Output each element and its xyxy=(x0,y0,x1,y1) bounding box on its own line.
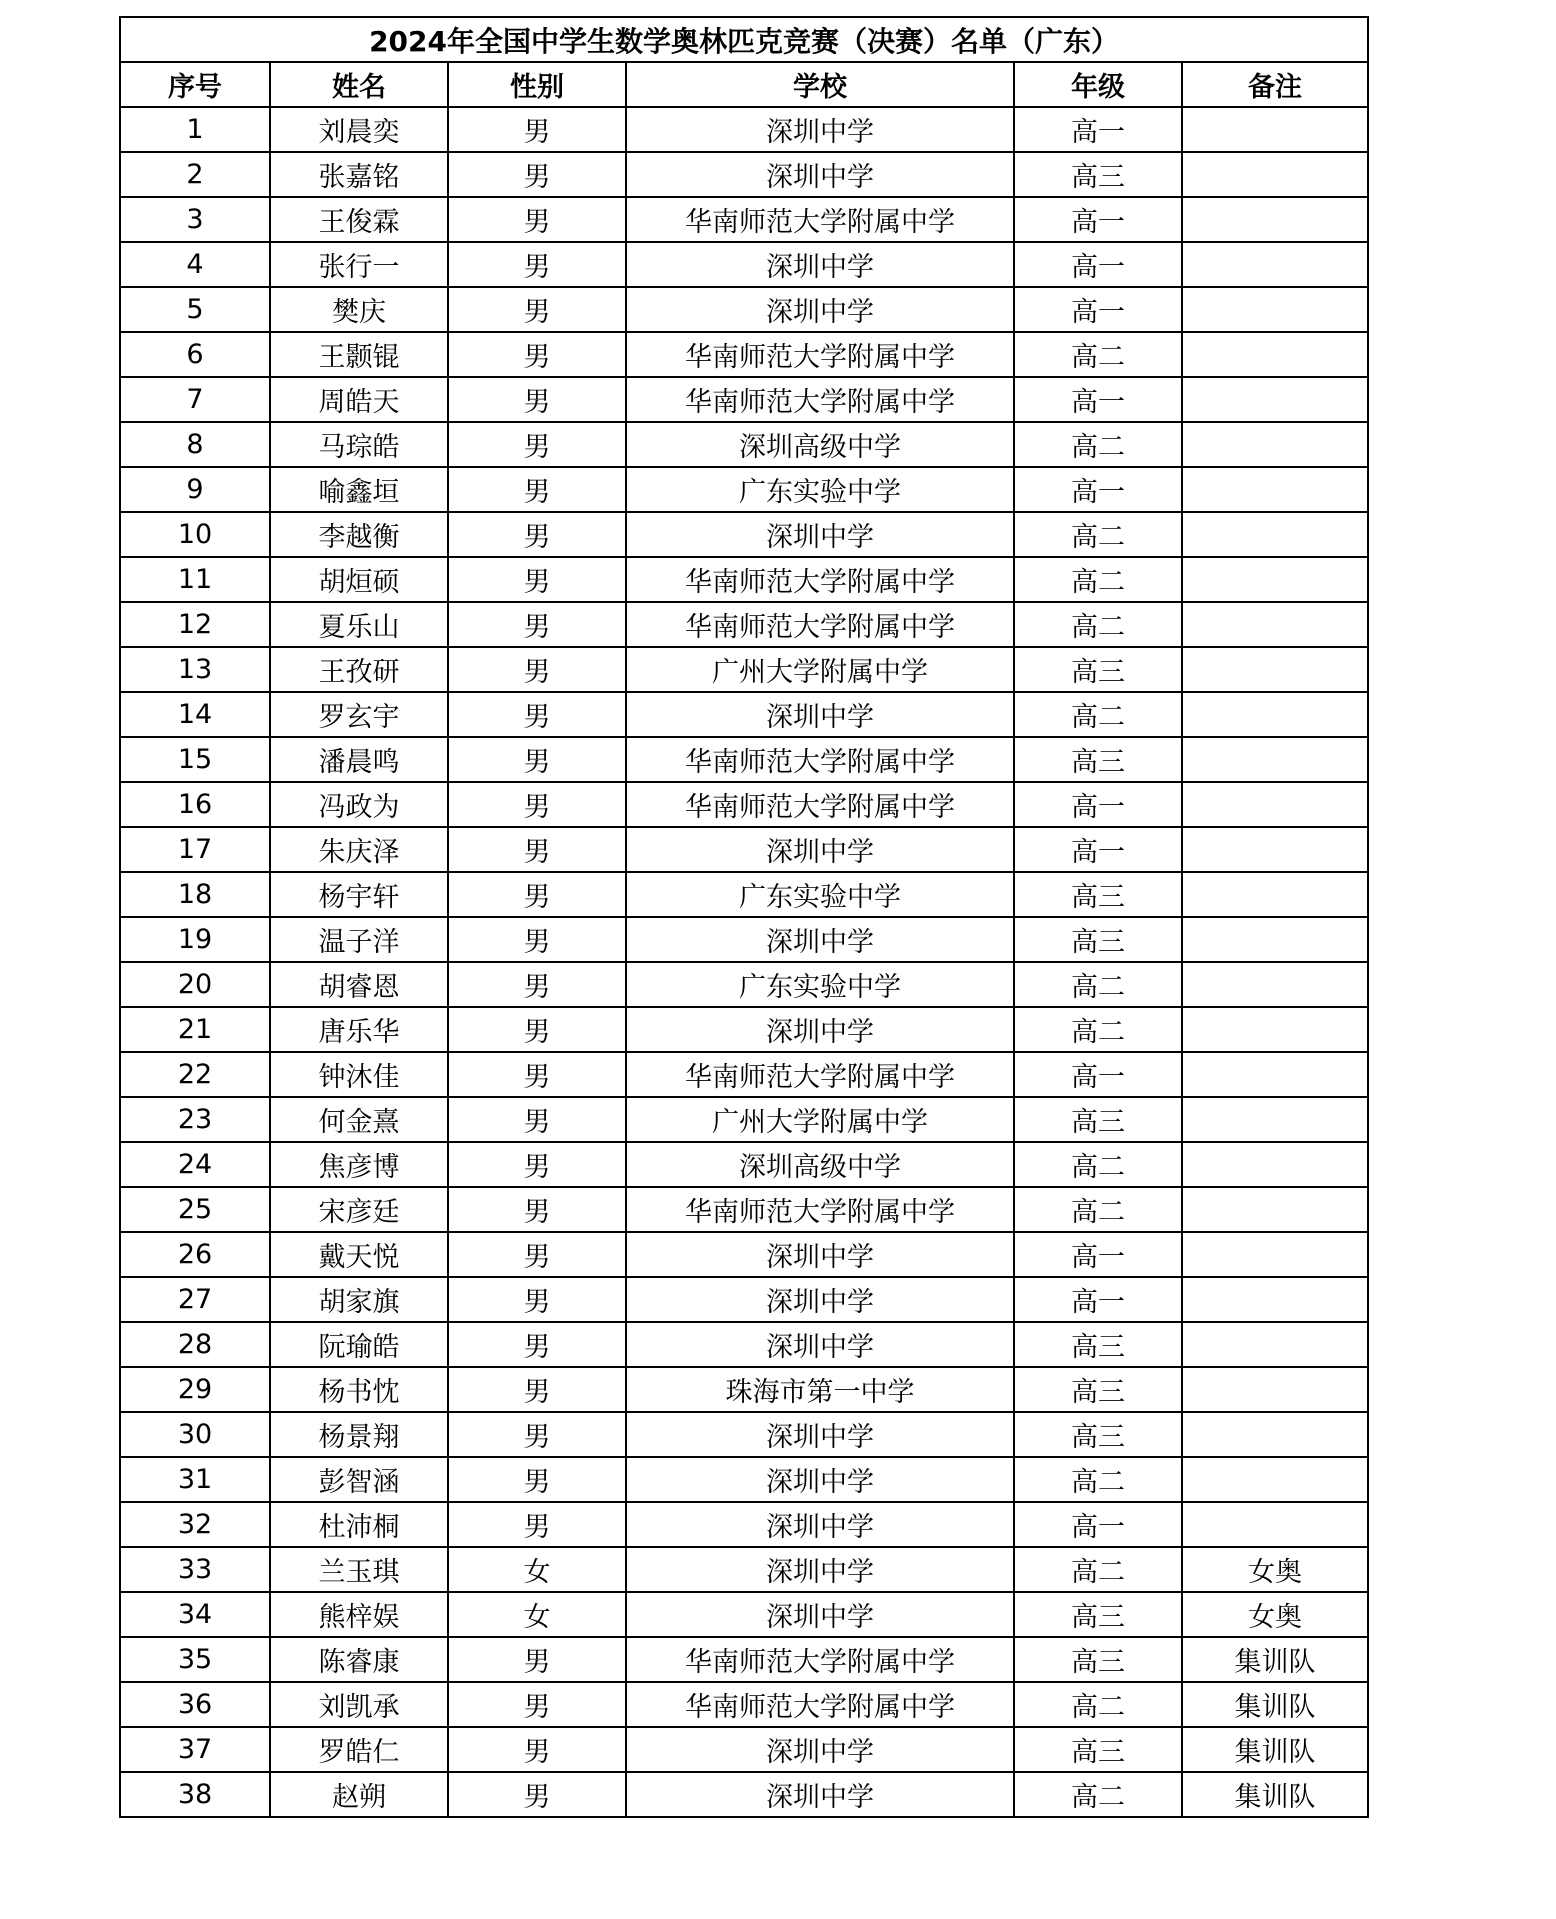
cell-grade: 高三 xyxy=(1014,1322,1182,1367)
cell-school: 华南师范大学附属中学 xyxy=(626,557,1014,602)
cell-gender: 男 xyxy=(448,332,626,377)
cell-name: 胡烜硕 xyxy=(270,557,448,602)
cell-name: 陈睿康 xyxy=(270,1637,448,1682)
cell-remarks xyxy=(1182,782,1368,827)
cell-gender: 男 xyxy=(448,1142,626,1187)
cell-grade: 高一 xyxy=(1014,1052,1182,1097)
table-row xyxy=(120,1547,1368,1592)
table-row xyxy=(120,1637,1368,1682)
cell-name: 杨景翔 xyxy=(270,1412,448,1457)
cell-school: 珠海市第一中学 xyxy=(626,1367,1014,1412)
cell-school: 深圳中学 xyxy=(626,827,1014,872)
cell-grade: 高二 xyxy=(1014,1007,1182,1052)
cell-number: 32 xyxy=(120,1502,270,1547)
cell-gender: 男 xyxy=(448,557,626,602)
cell-number: 15 xyxy=(120,737,270,782)
cell-grade: 高一 xyxy=(1014,827,1182,872)
cell-remarks xyxy=(1182,737,1368,782)
cell-school: 深圳中学 xyxy=(626,1457,1014,1502)
table-row xyxy=(120,962,1368,1007)
cell-name: 冯政为 xyxy=(270,782,448,827)
cell-name: 张行一 xyxy=(270,242,448,287)
cell-gender: 男 xyxy=(448,1097,626,1142)
table-body xyxy=(120,107,1368,1817)
cell-name: 潘晨鸣 xyxy=(270,737,448,782)
cell-name: 何金熹 xyxy=(270,1097,448,1142)
cell-grade: 高二 xyxy=(1014,602,1182,647)
cell-remarks: 女奥 xyxy=(1182,1547,1368,1592)
cell-number: 35 xyxy=(120,1637,270,1682)
cell-number: 17 xyxy=(120,827,270,872)
cell-name: 王颢锟 xyxy=(270,332,448,377)
cell-school: 广东实验中学 xyxy=(626,962,1014,1007)
cell-grade: 高三 xyxy=(1014,152,1182,197)
cell-number: 21 xyxy=(120,1007,270,1052)
cell-grade: 高三 xyxy=(1014,872,1182,917)
cell-name: 喻鑫垣 xyxy=(270,467,448,512)
cell-gender: 男 xyxy=(448,1187,626,1232)
cell-school: 深圳中学 xyxy=(626,1727,1014,1772)
cell-remarks xyxy=(1182,152,1368,197)
table-row xyxy=(120,557,1368,602)
cell-number: 4 xyxy=(120,242,270,287)
table-row xyxy=(120,1322,1368,1367)
cell-school: 华南师范大学附属中学 xyxy=(626,1637,1014,1682)
cell-gender: 男 xyxy=(448,1682,626,1727)
cell-remarks xyxy=(1182,872,1368,917)
cell-name: 夏乐山 xyxy=(270,602,448,647)
cell-grade: 高一 xyxy=(1014,1502,1182,1547)
cell-grade: 高二 xyxy=(1014,512,1182,557)
cell-remarks xyxy=(1182,647,1368,692)
cell-remarks xyxy=(1182,962,1368,1007)
table-row xyxy=(120,647,1368,692)
cell-remarks xyxy=(1182,1097,1368,1142)
cell-remarks xyxy=(1182,827,1368,872)
cell-school: 深圳中学 xyxy=(626,1412,1014,1457)
cell-number: 24 xyxy=(120,1142,270,1187)
cell-number: 36 xyxy=(120,1682,270,1727)
table-row xyxy=(120,1232,1368,1277)
cell-number: 6 xyxy=(120,332,270,377)
cell-gender: 男 xyxy=(448,467,626,512)
cell-number: 16 xyxy=(120,782,270,827)
cell-name: 樊庆 xyxy=(270,287,448,332)
table-row xyxy=(120,602,1368,647)
cell-number: 37 xyxy=(120,1727,270,1772)
table-row xyxy=(120,287,1368,332)
cell-remarks xyxy=(1182,1322,1368,1367)
cell-school: 广东实验中学 xyxy=(626,872,1014,917)
table-row xyxy=(120,197,1368,242)
cell-name: 熊梓娱 xyxy=(270,1592,448,1637)
cell-gender: 男 xyxy=(448,962,626,1007)
cell-school: 深圳中学 xyxy=(626,242,1014,287)
title-row xyxy=(120,17,1368,62)
cell-gender: 男 xyxy=(448,647,626,692)
cell-grade: 高二 xyxy=(1014,557,1182,602)
cell-grade: 高一 xyxy=(1014,197,1182,242)
cell-name: 兰玉琪 xyxy=(270,1547,448,1592)
cell-number: 2 xyxy=(120,152,270,197)
cell-number: 23 xyxy=(120,1097,270,1142)
cell-remarks xyxy=(1182,1232,1368,1277)
cell-gender: 男 xyxy=(448,1277,626,1322)
cell-name: 马琮皓 xyxy=(270,422,448,467)
cell-remarks xyxy=(1182,1412,1368,1457)
cell-grade: 高二 xyxy=(1014,962,1182,1007)
cell-gender: 男 xyxy=(448,197,626,242)
cell-school: 深圳中学 xyxy=(626,917,1014,962)
cell-gender: 男 xyxy=(448,1412,626,1457)
table-row xyxy=(120,1412,1368,1457)
cell-gender: 男 xyxy=(448,152,626,197)
cell-number: 8 xyxy=(120,422,270,467)
table-title: 2024年全国中学生数学奥林匹克竞赛（决赛）名单（广东） xyxy=(120,17,1368,62)
cell-remarks xyxy=(1182,107,1368,152)
cell-school: 广州大学附属中学 xyxy=(626,1097,1014,1142)
cell-remarks xyxy=(1182,467,1368,512)
cell-grade: 高二 xyxy=(1014,1187,1182,1232)
cell-grade: 高三 xyxy=(1014,1637,1182,1682)
table-row xyxy=(120,917,1368,962)
cell-number: 31 xyxy=(120,1457,270,1502)
cell-name: 杨宇轩 xyxy=(270,872,448,917)
cell-remarks xyxy=(1182,1277,1368,1322)
table-row xyxy=(120,422,1368,467)
cell-name: 刘晨奕 xyxy=(270,107,448,152)
cell-remarks: 集训队 xyxy=(1182,1637,1368,1682)
cell-grade: 高三 xyxy=(1014,1727,1182,1772)
cell-school: 广东实验中学 xyxy=(626,467,1014,512)
cell-number: 25 xyxy=(120,1187,270,1232)
table-row xyxy=(120,1367,1368,1412)
cell-remarks: 集训队 xyxy=(1182,1682,1368,1727)
column-header-grade: 年级 xyxy=(1014,62,1182,107)
cell-number: 38 xyxy=(120,1772,270,1817)
table-row xyxy=(120,827,1368,872)
cell-grade: 高一 xyxy=(1014,782,1182,827)
cell-number: 12 xyxy=(120,602,270,647)
cell-name: 戴天悦 xyxy=(270,1232,448,1277)
cell-number: 28 xyxy=(120,1322,270,1367)
cell-grade: 高三 xyxy=(1014,1367,1182,1412)
cell-gender: 男 xyxy=(448,602,626,647)
cell-school: 深圳中学 xyxy=(626,1277,1014,1322)
cell-remarks xyxy=(1182,1052,1368,1097)
cell-school: 华南师范大学附属中学 xyxy=(626,602,1014,647)
cell-number: 19 xyxy=(120,917,270,962)
cell-gender: 男 xyxy=(448,1052,626,1097)
cell-grade: 高一 xyxy=(1014,1232,1182,1277)
cell-school: 华南师范大学附属中学 xyxy=(626,1052,1014,1097)
cell-grade: 高一 xyxy=(1014,287,1182,332)
cell-school: 深圳中学 xyxy=(626,1592,1014,1637)
cell-remarks xyxy=(1182,602,1368,647)
column-header-school: 学校 xyxy=(626,62,1014,107)
cell-name: 刘凯承 xyxy=(270,1682,448,1727)
cell-remarks xyxy=(1182,917,1368,962)
cell-remarks xyxy=(1182,692,1368,737)
cell-remarks xyxy=(1182,332,1368,377)
cell-gender: 男 xyxy=(448,1727,626,1772)
cell-name: 李越衡 xyxy=(270,512,448,557)
cell-grade: 高二 xyxy=(1014,1142,1182,1187)
table-row xyxy=(120,692,1368,737)
cell-school: 深圳高级中学 xyxy=(626,1142,1014,1187)
cell-number: 26 xyxy=(120,1232,270,1277)
cell-school: 华南师范大学附属中学 xyxy=(626,1682,1014,1727)
cell-number: 29 xyxy=(120,1367,270,1412)
cell-grade: 高三 xyxy=(1014,917,1182,962)
cell-name: 罗玄宇 xyxy=(270,692,448,737)
cell-school: 华南师范大学附属中学 xyxy=(626,737,1014,782)
column-header-remarks: 备注 xyxy=(1182,62,1368,107)
cell-gender: 男 xyxy=(448,287,626,332)
column-header-name: 姓名 xyxy=(270,62,448,107)
cell-number: 13 xyxy=(120,647,270,692)
cell-grade: 高二 xyxy=(1014,1772,1182,1817)
table-row xyxy=(120,782,1368,827)
cell-name: 胡家旗 xyxy=(270,1277,448,1322)
cell-name: 赵朔 xyxy=(270,1772,448,1817)
cell-name: 彭智涵 xyxy=(270,1457,448,1502)
table-row xyxy=(120,467,1368,512)
cell-gender: 男 xyxy=(448,1232,626,1277)
cell-name: 王孜研 xyxy=(270,647,448,692)
cell-school: 深圳中学 xyxy=(626,107,1014,152)
cell-school: 深圳高级中学 xyxy=(626,422,1014,467)
cell-name: 胡睿恩 xyxy=(270,962,448,1007)
cell-number: 1 xyxy=(120,107,270,152)
cell-remarks xyxy=(1182,1457,1368,1502)
table-row xyxy=(120,737,1368,782)
table-row xyxy=(120,332,1368,377)
header-row xyxy=(120,62,1368,107)
cell-gender: 女 xyxy=(448,1592,626,1637)
cell-number: 10 xyxy=(120,512,270,557)
cell-number: 27 xyxy=(120,1277,270,1322)
cell-remarks xyxy=(1182,512,1368,557)
table-row xyxy=(120,1277,1368,1322)
cell-number: 14 xyxy=(120,692,270,737)
cell-remarks xyxy=(1182,287,1368,332)
cell-name: 唐乐华 xyxy=(270,1007,448,1052)
cell-grade: 高二 xyxy=(1014,692,1182,737)
cell-grade: 高三 xyxy=(1014,1412,1182,1457)
cell-gender: 男 xyxy=(448,377,626,422)
cell-name: 周皓天 xyxy=(270,377,448,422)
cell-number: 20 xyxy=(120,962,270,1007)
column-header-gender: 性别 xyxy=(448,62,626,107)
cell-school: 深圳中学 xyxy=(626,1007,1014,1052)
cell-school: 深圳中学 xyxy=(626,1502,1014,1547)
cell-grade: 高一 xyxy=(1014,1277,1182,1322)
cell-gender: 男 xyxy=(448,1502,626,1547)
cell-remarks: 女奥 xyxy=(1182,1592,1368,1637)
table-row xyxy=(120,377,1368,422)
table-row xyxy=(120,1007,1368,1052)
cell-gender: 男 xyxy=(448,1457,626,1502)
cell-remarks xyxy=(1182,422,1368,467)
cell-remarks xyxy=(1182,377,1368,422)
cell-grade: 高二 xyxy=(1014,1682,1182,1727)
cell-remarks xyxy=(1182,197,1368,242)
cell-gender: 男 xyxy=(448,782,626,827)
cell-gender: 男 xyxy=(448,422,626,467)
cell-name: 杨书忱 xyxy=(270,1367,448,1412)
cell-school: 广州大学附属中学 xyxy=(626,647,1014,692)
cell-gender: 男 xyxy=(448,827,626,872)
table-row xyxy=(120,1772,1368,1817)
cell-number: 5 xyxy=(120,287,270,332)
cell-name: 焦彦博 xyxy=(270,1142,448,1187)
cell-name: 杜沛桐 xyxy=(270,1502,448,1547)
table-row xyxy=(120,152,1368,197)
cell-gender: 男 xyxy=(448,1637,626,1682)
cell-name: 宋彦廷 xyxy=(270,1187,448,1232)
table-row xyxy=(120,1457,1368,1502)
cell-school: 深圳中学 xyxy=(626,692,1014,737)
table-row xyxy=(120,1052,1368,1097)
cell-gender: 男 xyxy=(448,917,626,962)
cell-name: 温子洋 xyxy=(270,917,448,962)
cell-number: 22 xyxy=(120,1052,270,1097)
table-row xyxy=(120,1592,1368,1637)
cell-grade: 高一 xyxy=(1014,467,1182,512)
cell-gender: 男 xyxy=(448,737,626,782)
cell-grade: 高一 xyxy=(1014,242,1182,287)
table-row xyxy=(120,1097,1368,1142)
cell-school: 深圳中学 xyxy=(626,287,1014,332)
cell-grade: 高二 xyxy=(1014,332,1182,377)
table-row xyxy=(120,1682,1368,1727)
cell-school: 华南师范大学附属中学 xyxy=(626,1187,1014,1232)
cell-school: 华南师范大学附属中学 xyxy=(626,377,1014,422)
cell-school: 深圳中学 xyxy=(626,1232,1014,1277)
table-row xyxy=(120,1142,1368,1187)
roster-table xyxy=(119,16,1369,1818)
cell-grade: 高二 xyxy=(1014,1547,1182,1592)
cell-remarks: 集训队 xyxy=(1182,1727,1368,1772)
cell-school: 深圳中学 xyxy=(626,1322,1014,1367)
cell-number: 30 xyxy=(120,1412,270,1457)
cell-number: 7 xyxy=(120,377,270,422)
cell-name: 张嘉铭 xyxy=(270,152,448,197)
cell-remarks xyxy=(1182,1142,1368,1187)
cell-grade: 高二 xyxy=(1014,422,1182,467)
cell-remarks xyxy=(1182,1007,1368,1052)
cell-school: 华南师范大学附属中学 xyxy=(626,197,1014,242)
cell-gender: 男 xyxy=(448,1772,626,1817)
cell-gender: 男 xyxy=(448,692,626,737)
cell-number: 33 xyxy=(120,1547,270,1592)
cell-number: 3 xyxy=(120,197,270,242)
cell-school: 华南师范大学附属中学 xyxy=(626,332,1014,377)
table-row xyxy=(120,242,1368,287)
cell-school: 深圳中学 xyxy=(626,152,1014,197)
cell-school: 华南师范大学附属中学 xyxy=(626,782,1014,827)
cell-grade: 高二 xyxy=(1014,1457,1182,1502)
cell-remarks xyxy=(1182,1502,1368,1547)
cell-gender: 男 xyxy=(448,107,626,152)
cell-gender: 男 xyxy=(448,872,626,917)
cell-name: 钟沐佳 xyxy=(270,1052,448,1097)
cell-gender: 男 xyxy=(448,1367,626,1412)
cell-number: 9 xyxy=(120,467,270,512)
cell-name: 朱庆泽 xyxy=(270,827,448,872)
cell-school: 深圳中学 xyxy=(626,512,1014,557)
column-header-number: 序号 xyxy=(120,62,270,107)
table-row xyxy=(120,1187,1368,1232)
cell-name: 阮瑜皓 xyxy=(270,1322,448,1367)
cell-remarks xyxy=(1182,557,1368,602)
table-row xyxy=(120,1727,1368,1772)
cell-grade: 高一 xyxy=(1014,377,1182,422)
table-row xyxy=(120,872,1368,917)
cell-remarks xyxy=(1182,242,1368,287)
cell-remarks xyxy=(1182,1367,1368,1412)
cell-grade: 高一 xyxy=(1014,107,1182,152)
cell-number: 18 xyxy=(120,872,270,917)
table-row xyxy=(120,512,1368,557)
cell-school: 深圳中学 xyxy=(626,1547,1014,1592)
cell-gender: 男 xyxy=(448,512,626,557)
cell-school: 深圳中学 xyxy=(626,1772,1014,1817)
cell-name: 王俊霖 xyxy=(270,197,448,242)
cell-grade: 高三 xyxy=(1014,1097,1182,1142)
cell-remarks xyxy=(1182,1187,1368,1232)
cell-number: 34 xyxy=(120,1592,270,1637)
table-row xyxy=(120,107,1368,152)
cell-name: 罗皓仁 xyxy=(270,1727,448,1772)
cell-grade: 高三 xyxy=(1014,647,1182,692)
cell-number: 11 xyxy=(120,557,270,602)
cell-gender: 男 xyxy=(448,1322,626,1367)
cell-grade: 高三 xyxy=(1014,1592,1182,1637)
cell-gender: 男 xyxy=(448,1007,626,1052)
cell-gender: 男 xyxy=(448,242,626,287)
cell-grade: 高三 xyxy=(1014,737,1182,782)
cell-remarks: 集训队 xyxy=(1182,1772,1368,1817)
cell-gender: 女 xyxy=(448,1547,626,1592)
table-row xyxy=(120,1502,1368,1547)
